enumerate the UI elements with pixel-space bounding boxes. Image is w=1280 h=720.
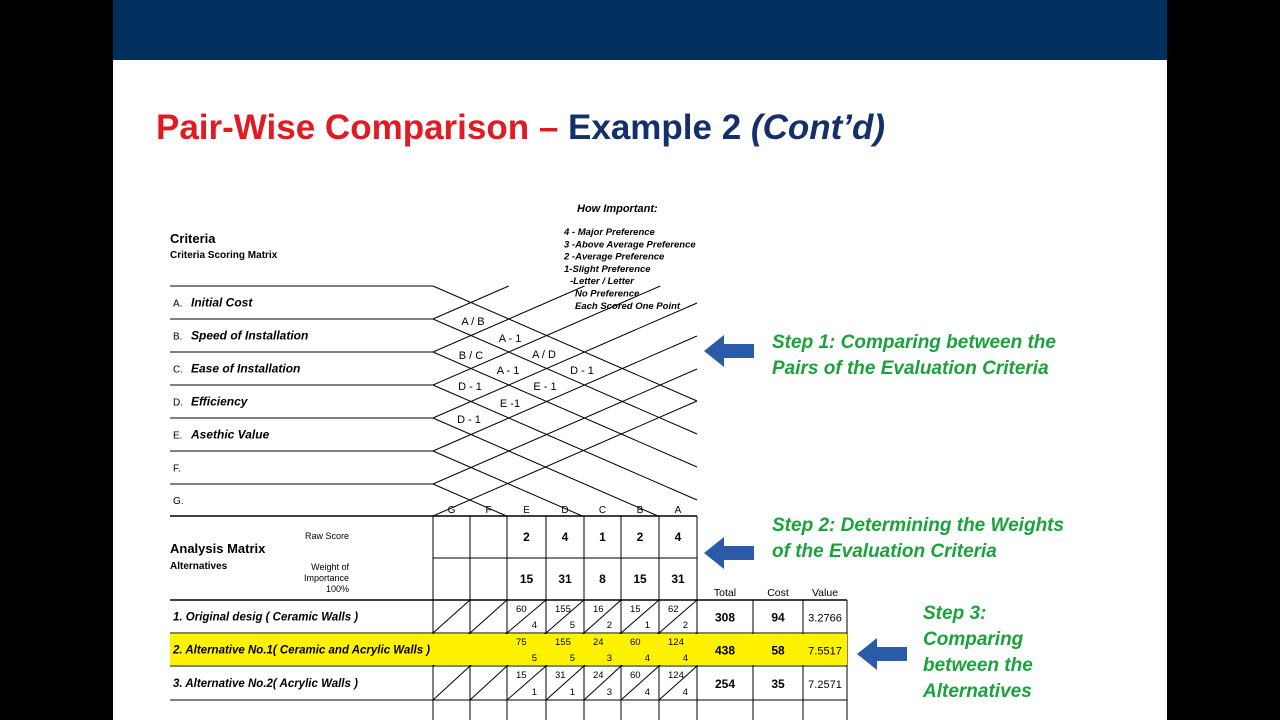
alt-value: 7.2571: [808, 679, 842, 691]
pair-label: D - 1: [457, 414, 481, 426]
cell-rating: 4: [644, 687, 650, 698]
cell-score: 155: [555, 604, 571, 615]
weight-value: 31: [558, 572, 572, 586]
weight-value: 8: [599, 572, 606, 586]
weight-value: 15: [633, 572, 647, 586]
raw-score-value: 1: [599, 530, 606, 544]
pair-label: A - 1: [498, 333, 522, 345]
step-2-arrow-icon-shape: [704, 537, 754, 569]
alt-cost: 58: [771, 643, 785, 658]
step-3-arrow-icon-shape: [857, 638, 907, 670]
criteria-letter: D.: [173, 397, 183, 409]
weight-value: 31: [671, 572, 685, 586]
cell-score: 75: [516, 637, 527, 648]
pair-label: E - 1: [533, 381, 557, 393]
criteria-letter: B.: [173, 331, 183, 343]
cell-score: 60: [630, 670, 641, 681]
result-header: Value: [811, 587, 839, 599]
step-1-line-1: Step 1: Comparing between the: [772, 332, 1056, 353]
raw-score-value: 4: [561, 530, 569, 544]
alternative-label: 3. Alternative No.2( Acrylic Walls ): [173, 678, 358, 690]
result-header: Total: [713, 587, 737, 599]
criteria-letter: C.: [173, 364, 183, 376]
criteria-letter: G.: [173, 496, 184, 507]
cell-score: 15: [516, 670, 527, 681]
step-1-arrow-icon: [704, 335, 754, 367]
cell-rating: 3: [606, 687, 612, 698]
pair-label: A - 1: [496, 365, 520, 377]
cell-score: 124: [668, 637, 684, 648]
criteria-letter: F.: [173, 463, 181, 475]
raw-score-value: 2: [636, 530, 644, 544]
pair-label: D - 1: [458, 381, 482, 393]
step-3-line-4: Alternatives: [923, 681, 1032, 702]
criteria-letter: A.: [173, 298, 183, 310]
title-part-2: Example 2: [568, 108, 751, 147]
cell-rating: 2: [606, 620, 612, 631]
step-2-arrow-icon: [704, 537, 754, 569]
cell-rating: 1: [531, 687, 537, 698]
cell-rating: 2: [682, 620, 688, 631]
cell-rating: 1: [644, 620, 650, 631]
criteria-name: Speed of Installation: [191, 328, 309, 343]
cell-rating: 5: [569, 620, 575, 631]
cell-diagonal: [433, 666, 470, 700]
step-2-line-2: of the Evaluation Criteria: [772, 541, 997, 562]
title-part-3: (Cont’d): [750, 108, 886, 147]
alt-total: 308: [714, 610, 736, 625]
cell-score: 16: [593, 604, 604, 615]
step-1-text: [772, 330, 1056, 382]
raw-score-label: Raw Score: [304, 531, 349, 541]
how-important-line: 4 - Major Preference: [564, 227, 655, 238]
step-1-line-2: Pairs of the Evaluation Criteria: [772, 358, 1049, 379]
cell-diagonal: [433, 600, 470, 633]
criteria-letter: E.: [173, 430, 183, 442]
criteria-name: Ease of Installation: [191, 361, 301, 376]
step-3-line-3: between the: [923, 655, 1033, 676]
slide: [113, 0, 1167, 720]
step-3-line-1: Step 3:: [923, 603, 987, 624]
analysis-subheading: Alternatives: [170, 561, 228, 572]
column-letter: C: [598, 505, 607, 516]
cell-rating: 3: [606, 653, 612, 664]
raw-score-value: 2: [523, 530, 530, 544]
pair-label: D - 1: [570, 365, 594, 377]
weight-label: 100%: [325, 584, 349, 594]
step-1-arrow-icon-shape: [704, 335, 754, 367]
pair-label: B / C: [458, 350, 484, 362]
pair-label: E -1: [499, 398, 521, 410]
column-letter: A: [674, 505, 682, 516]
cell-rating: 1: [569, 687, 575, 698]
cell-rating: 5: [569, 653, 575, 664]
cell-score: 62: [668, 604, 679, 615]
how-important-heading: How Important:: [577, 203, 658, 215]
cell-rating: 4: [682, 687, 688, 698]
how-important-line: -Letter / Letter: [570, 276, 634, 288]
cell-rating: 4: [644, 653, 650, 664]
cell-score: 24: [593, 637, 604, 648]
column-letter: B: [636, 505, 644, 516]
criteria-subheading: Criteria Scoring Matrix: [170, 250, 278, 261]
step-3-arrow-icon: [857, 638, 907, 670]
title-part-1: Pair-Wise Comparison –: [156, 108, 569, 147]
how-important-line: 3 -Above Average Preference: [564, 239, 696, 251]
cell-score: 124: [668, 670, 684, 681]
raw-score-value: 4: [674, 530, 682, 544]
analysis-heading: Analysis Matrix: [170, 541, 266, 556]
how-important-line: No Preference: [575, 288, 640, 300]
alt-total: 254: [714, 677, 736, 691]
step-3-line-2: Comparing: [923, 629, 1024, 650]
cell-diagonal: [470, 600, 507, 633]
result-header: Cost: [767, 587, 789, 599]
cell-score: 15: [630, 604, 641, 615]
pair-label: A / D: [532, 349, 556, 361]
cell-rating: 4: [682, 653, 688, 664]
how-important-line: 1-Slight Preference: [564, 263, 651, 275]
alt-total: 438: [714, 643, 736, 658]
weight-label: Weight of: [311, 562, 349, 572]
cell-rating: 5: [531, 653, 537, 664]
step-2-line-1: Step 2: Determining the Weights: [772, 515, 1065, 536]
cell-score: 60: [516, 604, 527, 615]
criteria-heading: Criteria: [170, 231, 216, 246]
alt-value: 7.5517: [808, 645, 842, 658]
column-letter: E: [523, 505, 530, 516]
alternative-label: 2. Alternative No.1( Ceramic and Acrylic Walls ): [173, 644, 431, 657]
cell-score: 24: [593, 670, 604, 681]
weight-value: 15: [519, 572, 534, 586]
column-letter: F: [485, 505, 492, 516]
criteria-name: Initial Cost: [191, 295, 253, 310]
how-important-line: Each Scored One Point: [575, 300, 681, 312]
column-letter: G: [447, 505, 456, 516]
cell-rating: 4: [531, 620, 537, 631]
cell-score: 60: [630, 637, 641, 648]
weight-label: Importance: [303, 573, 349, 583]
alternative-label: 1. Original desig ( Ceramic Walls ): [173, 611, 359, 624]
lattice-down-line: [433, 352, 697, 467]
criteria-name: Asethic Value: [191, 427, 270, 442]
how-important-line: 2 -Average Preference: [564, 251, 665, 263]
cell-score: 155: [555, 637, 571, 648]
step-2-text: [772, 513, 1064, 565]
step-3-text: [923, 601, 1033, 705]
cell-score: 31: [555, 670, 566, 681]
criteria-name: Efficiency: [191, 394, 248, 409]
column-letter: D: [561, 505, 569, 516]
pair-label: A / B: [461, 316, 485, 328]
cell-diagonal: [470, 666, 507, 700]
alt-cost: 94: [771, 610, 785, 625]
alt-cost: 35: [771, 677, 785, 691]
lattice-down-line: [433, 385, 697, 500]
alt-value: 3.2766: [808, 612, 842, 625]
